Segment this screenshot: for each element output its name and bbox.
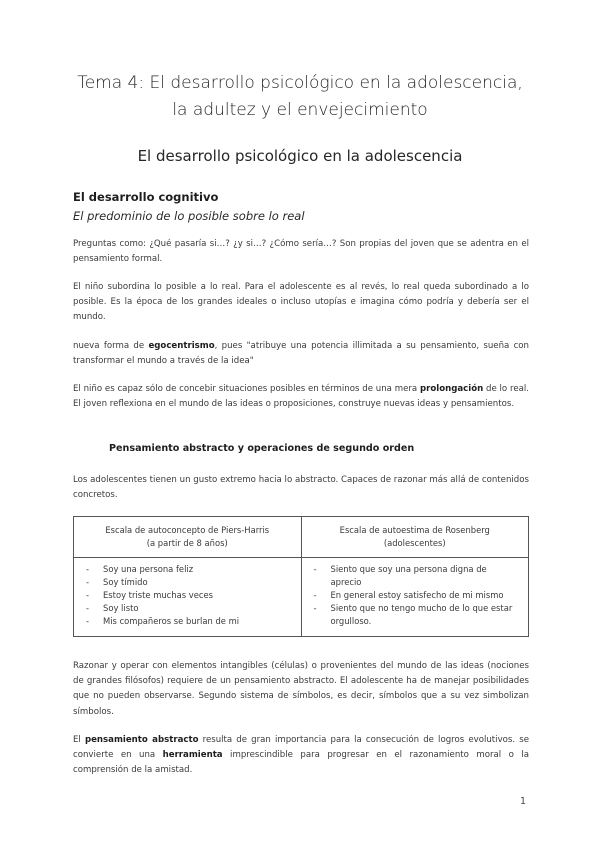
list-item: - Soy listo	[82, 602, 293, 615]
list-item: - Soy tímido	[82, 576, 293, 589]
paragraph-egocentrism-before: nueva forma de	[73, 341, 149, 351]
keyword-pensamiento-abstracto: pensamiento abstracto	[84, 735, 199, 745]
piers-harris-list	[82, 563, 293, 628]
piers-harris-title: Escala de autoconcepto de Piers-Harris	[105, 525, 270, 535]
piers-harris-items-cell	[74, 558, 302, 637]
list-item: - Siento que soy una persona digna de aprecio	[310, 563, 521, 589]
table-body-row	[74, 558, 529, 637]
list-item: - Soy una persona feliz	[82, 563, 293, 576]
section-title: El desarrollo psicológico en la adolescencia	[137, 147, 463, 165]
document-title-line-1: Tema 4: El desarrollo psicológico en la adolescencia,	[77, 73, 523, 93]
list-item: - Estoy triste muchas veces	[82, 589, 293, 602]
rosenberg-age: (adolescentes)	[383, 538, 446, 548]
table-header-piers-harris	[74, 517, 302, 558]
rosenberg-items-cell	[301, 558, 529, 637]
page-number: 1	[520, 796, 527, 807]
document-title-line-2: la adultez y el envejecimiento	[172, 100, 428, 120]
paragraph-abstract-importance	[73, 733, 529, 779]
keyword-prolongacion: prolongación	[419, 384, 484, 394]
rosenberg-list	[310, 563, 521, 628]
keyword-egocentrismo: egocentrismo	[148, 341, 215, 351]
paragraph-prolongation-after: de lo real. El joven reflexiona en el mundo de las ideas o proposiciones, construye nuevas ideas y pensamientos.	[73, 384, 529, 410]
table-header-rosenberg	[301, 517, 529, 558]
paragraph-egocentrism	[73, 339, 529, 369]
document-title	[0, 70, 600, 124]
paragraph-abstract-importance-before: El	[73, 735, 85, 745]
piers-harris-age: (a partir de 8 años)	[146, 538, 228, 548]
paragraph-questions: Preguntas como: ¿Qué pasaría si…? ¿y si…? ¿Cómo sería…? Son propias del joven que se adentra en el pensamiento formal.	[73, 239, 529, 265]
keyword-herramienta: herramienta	[162, 750, 223, 761]
paragraph-abstract-importance-middle: resulta de gran importancia para la consecución de logros evolutivos. se convierte en una	[73, 735, 529, 761]
paragraph-intangibles: Razonar y operar con elementos intangibles (células) o provenientes del mundo de las ideas (nociones de grandes filósofos) requiere de un pensamiento abstracto. El adolescente ha de manejar posibilidades que no pueden observarse. Segundo sistema de símbolos, es decir, símbolos que a su vez simbolizan símbolos.	[73, 661, 529, 717]
paragraph-prolongation	[73, 382, 529, 412]
list-item: - En general estoy satisfecho de mi mismo	[310, 589, 521, 602]
heading-cognitive-development: El desarrollo cognitivo	[73, 190, 219, 204]
list-item: - Siento que no tengo mucho de lo que estar orgulloso.	[310, 602, 521, 628]
list-item: - Mis compañeros se burlan de mi	[82, 615, 293, 628]
table-header-row	[74, 517, 529, 558]
paragraph-prolongation-before: El niño es capaz sólo de concebir situaciones posibles en términos de una mera	[73, 384, 420, 394]
paragraph-possible-real: El niño subordina lo posible a lo real. Para el adolescente es al revés, lo real queda subordinado a lo posible. Es la época de los grandes ideales o incluso utopías e imagina cómo podría y debería ser el mundo.	[73, 282, 529, 323]
subheading-abstract-thinking: Pensamiento abstracto y operaciones de segundo orden	[109, 443, 415, 454]
subtitle-possible-over-real: El predominio de lo posible sobre lo real	[73, 209, 305, 223]
rosenberg-title: Escala de autoestima de Rosenberg	[339, 525, 490, 535]
self-concept-scales-table	[73, 516, 529, 637]
paragraph-abstract-importance-after: imprescindible para progresar en el razonamiento moral o la comprensión de la amistad.	[73, 750, 529, 776]
paragraph-abstract-taste: Los adolescentes tienen un gusto extremo hacia lo abstracto. Capaces de razonar más allá de contenidos concretos.	[73, 475, 529, 501]
paragraph-egocentrism-after: , pues "atribuye una potencia illimitada a su pensamiento, sueña con transformar el mundo a través de la idea"	[73, 341, 529, 367]
